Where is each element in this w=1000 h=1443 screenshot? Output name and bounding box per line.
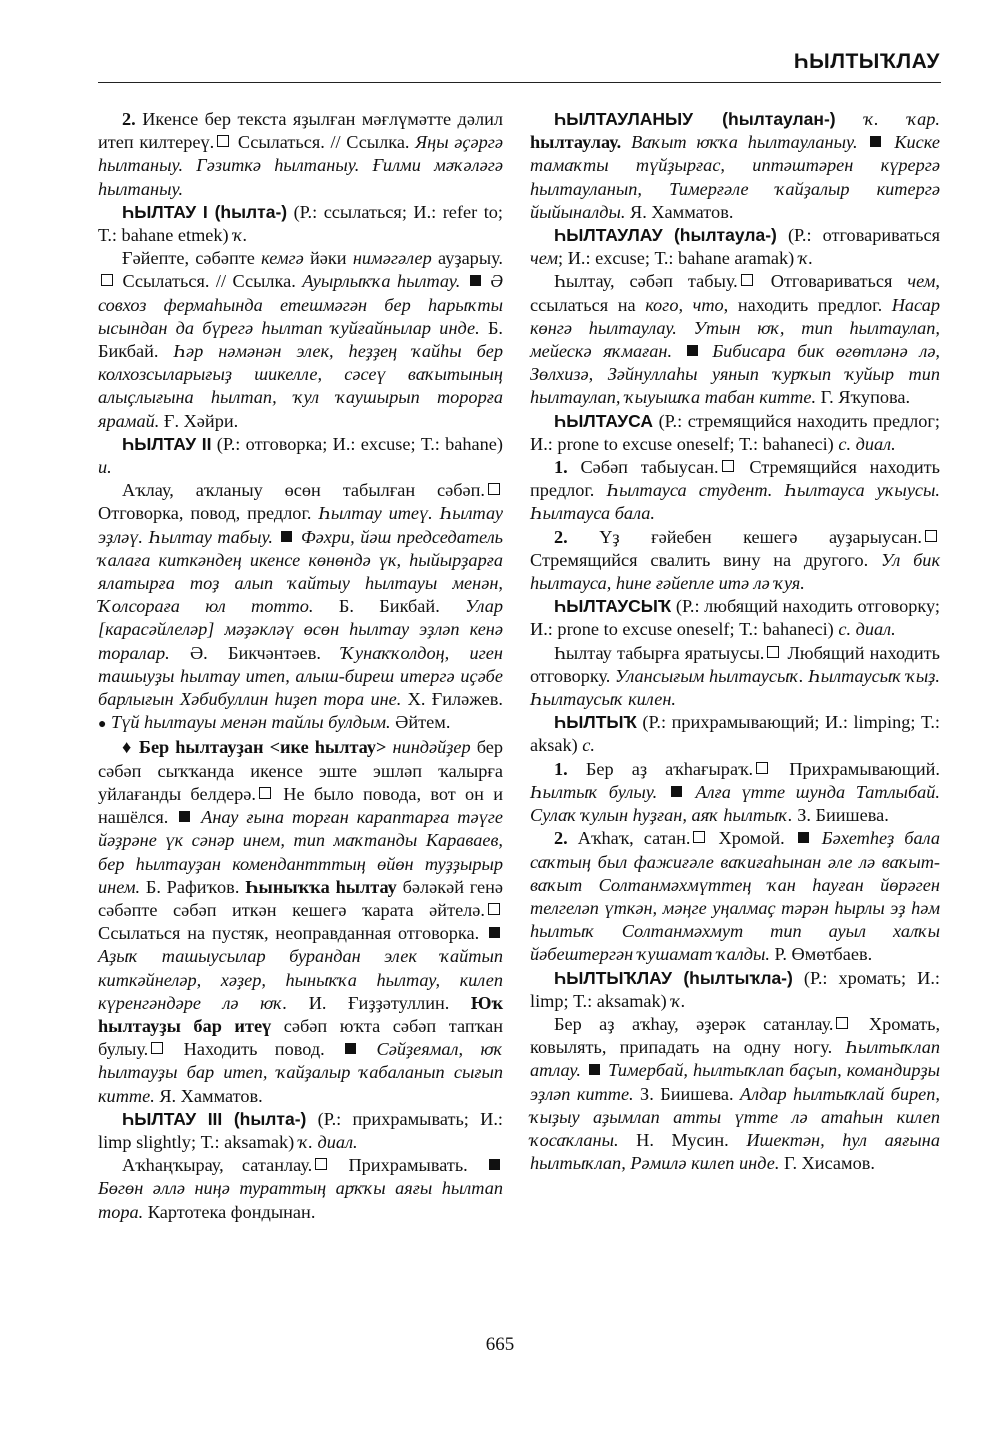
entry-body: Ғәйепте, сәбәпте кемгә йәки нимәгәлер ауҙарыу. Ссылаться. // Ссылка. Ауырлыҡҡа һылтау. Ә совхоз фермаһында етешмәгән бер һарыҡты ысындан да бүрегә һылтап ҡуйғайнылар инде. Б. Бикбай. Һәр нәмәнән элек, һеҙҙең ҡайһы бер колхозсыларығыҙ шикелле, сәсеү ваҡытының алыҫлығына һылтап, ҡул ҡаушырып торорға ярамай. Ғ. Хәйри.	[98, 248, 504, 431]
entry-body: Һылтау табырға яратыусы. Любящий находить отговорку. Улансығым һылтаусыҡ. Һылтаусыҡ ҡыҙ. Һылтаусыҡ килен.	[530, 642, 941, 710]
square-icon	[315, 1158, 327, 1170]
entry-headline: ҺЫЛТАУ I (һылта-) (Р.: ссылаться; И.: refer to; Т.: bahane etmek) ҡ.	[98, 201, 503, 246]
entry-body: Һылтау, сәбәп табыу. Отговариваться чем, ссылаться на кого, что, находить предлог. Насар көнгә һылтаулау. Утын юҡ, тип һылтаулап, мейескә яҡмаған. Бибисара бик өгөтләнә лә, Зөлхизә, Зәйнуллаһы уянып ҡурҡып ҡуйыр тип һылтаулап, ҡыуышҡа табан китте. Г. Яҡупова.	[530, 271, 940, 408]
left-column	[98, 108, 503, 1224]
entry-body: Аҡһаңҡырау, сатанлау. Прихрамывать. Бөгөн әллә ниңә тураттың арҡҡы аяғы һылтап тора. Картотека фондынан.	[98, 1155, 503, 1222]
black-square-icon	[798, 832, 809, 843]
square-icon	[693, 831, 705, 843]
square-icon	[488, 903, 500, 915]
black-square-icon	[687, 345, 698, 356]
sense-paragraph: 2. Үҙ ғәйебен кешегә ауҙарыусан. Стремящийся свалить вину на другого. Ул бик һылтауса, һине ғәйепле итә лә ҡуя.	[530, 526, 940, 594]
square-icon	[722, 460, 734, 472]
square-icon	[101, 274, 113, 286]
square-icon	[925, 530, 937, 542]
entry-body: Аҡлау, аҡланыу өсөн табылған сәбәп. Отговорка, повод, предлог. Һылтау итеү. Һылтау эҙләү. Һылтау табыу. Фәхри, йәш председатель ҡалаға киткәндең икенсе көнөндә үк, һыйырҙарға ялатырға тоҙ алып ҡайтыу һылтауы менән, Ҡолсораға юл тотто. Б. Бикбай. Улар [карасәйлеләр] мәҙәкләү өсөн һылтау эҙләп кенә торалар. Ә. Бикчәнтәев. Ҡунаҡҡолдоң, иген ташыуҙы һылтау итеп, алыш-биреш итергә иҫәбе барлығын Хәбибуллин һиҙеп тора ине. Х. Ғиләжев. ● Түй һылтауы менән тайлы булдым. Әйтем.	[98, 480, 503, 733]
diamond-icon: ♦	[122, 737, 133, 758]
black-square-icon	[345, 1043, 356, 1054]
entry-headline: ҺЫЛТАУСА (Р.: стремящийся находить предлог; И.: prone to excuse oneself; Т.: bahaneci) с. диал.	[530, 410, 940, 454]
entry-headline: ҺЫЛТЫҠЛАУ (һылтыҡла-) (Р.: хромать; И.: limp; Т.: aksamak) ҡ.	[530, 967, 940, 1011]
idiom-paragraph: ♦ Бер һылтауҙан <ике һылтау> ниндәйҙер бер сәбәп сыҡҡанда икенсе эште эшләп ҡалырға уйлағанды белдерә. Не было повода, вот он и нашёлся. Анау ғына торған караптарға тәүге йәҙрәне үк сәнәр инем, тип маҡтанды Караваев, бер һылтауҙан комендантттың өйөн туҙҙырыр инем. Б. Рафиҡов. Һыныҡҡа һылтау бәләкәй генә сәбәпте сәбәп иткән кешегә ҡарата әйтелә. Ссылаться на пустяк, неоправданная отговорка. Аҙыҡ ташыусылар бурандан элек ҡайтып киткәйнеләр, хәҙер, һыныҡҡа һылтау, килеп күренгәндәре лә юҡ. И. Ғиҙҙәтуллин. Юҡ һылтауҙы бар итеү сәбәп юҡта сәбәп тапҡан булыу. Находить повод. Сәйҙеямал, юҡ һылтауҙы бар итеп, ҡайҙалыр ҡабаланып сығып китте. Я. Хамматов.	[98, 737, 504, 1106]
entry-body: Бер аҙ аҡһау, әҙерәк сатанлау. Хромать, ковылять, припадать на одну ногу. Һылтыҡлап атлау. Тимербай, һылтыҡлап баҫып, командирҙы эҙләп китте. З. Биишева. Алдар һылтыҡлай биреп, ҡыҙыу аҙымлап атты үтте лә атаһын килеп ҡосаҡланы. Н. Мусин. Ишектән, һул аяғына һылтыҡлап, Рәмилә килеп инде. Г. Хисамов.	[530, 1013, 941, 1174]
square-icon	[767, 646, 779, 658]
square-icon	[836, 1017, 848, 1029]
entry-headline: ҺЫЛТАУЛАУ (һылтаула-) (Р.: отговариваться чем; И.: excuse; Т.: bahane aramak) ҡ.	[530, 225, 941, 269]
square-icon	[151, 1042, 163, 1054]
black-square-icon	[671, 786, 682, 797]
header-rule	[98, 82, 941, 83]
sense-paragraph: 1. Сәбәп табыусан. Стремящийся находить предлог. Һылтауса студент. Һылтауса уҡыусы. Һылтауса бала.	[530, 457, 940, 524]
bullet-icon: ●	[98, 717, 107, 733]
black-square-icon	[470, 275, 481, 286]
sense-paragraph: 2. Икенсе бер текста яҙылған мәғлүмәтте дәлил итеп килтереү. Ссылаться. // Ссылка. Яңы әҫәргә һылтаныу. Гәзиткә һылтаныу. Ғилми мәҡәләгә һылтаныу.	[98, 109, 503, 199]
entry-headline: ҺЫЛТАУ III (һылта-) (Р.: прихрамывать; И.: limp slightly; Т.: aksamak) ҡ. диал.	[98, 1108, 503, 1152]
square-icon	[488, 483, 500, 495]
square-icon	[259, 787, 271, 799]
black-square-icon	[281, 531, 292, 542]
black-square-icon	[870, 136, 881, 147]
page-number: 665	[485, 1334, 515, 1355]
entry-headline: ҺЫЛТЫҠ (Р.: прихрамывающий; И.: limping; Т.: aksak) с.	[530, 712, 940, 756]
black-square-icon	[489, 927, 500, 938]
entry-headline: ҺЫЛТАУ II (Р.: отговорка; И.: excuse; Т.: bahane) и.	[98, 433, 503, 478]
running-head: ҺЫЛТЫҠЛАУ	[793, 50, 940, 73]
square-icon	[741, 274, 753, 286]
black-square-icon	[589, 1064, 600, 1075]
black-square-icon	[179, 811, 190, 822]
sense-paragraph: 1. Бер аҙ аҡһағыраҡ. Прихрамывающий. Һылтыҡ булыу. Алға үтте шунда Татлыбай. Сулаҡ ҡулын һуҙған, аяҡ һылтыҡ. З. Биишева.	[530, 758, 940, 826]
sense-paragraph: 2. Аҡһаҡ, сатан. Хромой. Бәхетһеҙ бала саҡтың был фажиғәле ваҡиғаһынан әле лә ваҡыт-ваҡыт Солтанмәхмүттең ҡан һауған йөрәген телгеләп үткән, мәңге уңалмаҫ тәрән һырлы эҙ һәм һылтыҡ Солтанмәхмут тип ауыл халҡы йәбештергән ҡушамат ҡалды. Р. Өмөтбаев.	[530, 828, 940, 965]
square-icon	[217, 135, 229, 147]
black-square-icon	[489, 1159, 500, 1170]
right-column	[530, 108, 940, 1175]
entry-headline: ҺЫЛТАУСЫҠ (Р.: любящий находить отговорку; И.: prone to excuse oneself; Т.: bahaneci) с. диал.	[530, 596, 940, 640]
entry-headline: ҺЫЛТАУЛАНЫУ (һылтаулан-) ҡ. ҡар. һылтаулау. Ваҡыт юҡҡа һылтауланыу. Киске тамаҡты түйҙырғас, иптәштәрен күрергә һылтауланып, Тимерғәле ҡайҙалыр китергә йыйыналды. Я. Хамматов.	[530, 109, 940, 222]
square-icon	[756, 762, 768, 774]
